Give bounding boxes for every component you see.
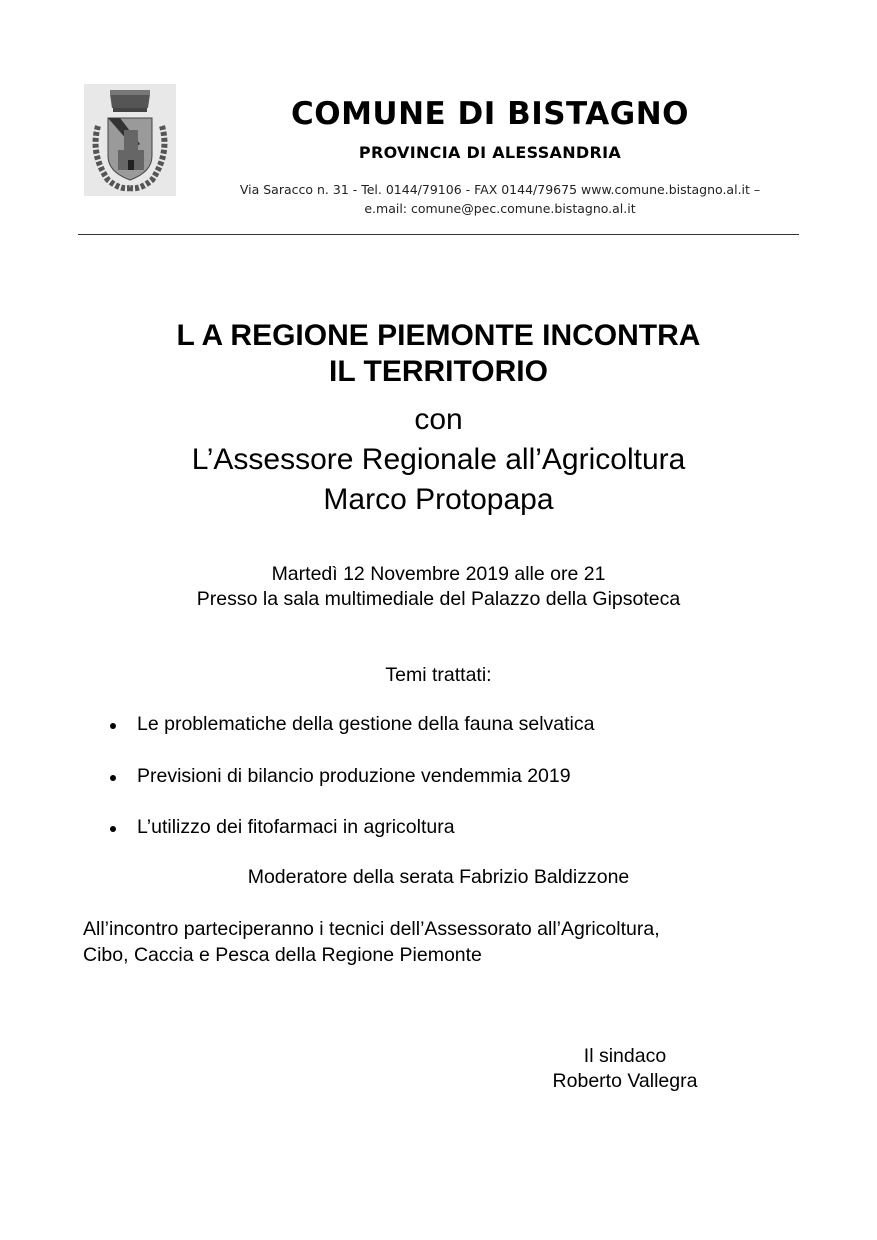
participants-line-2: Cibo, Caccia e Pesca della Regione Piemonte bbox=[83, 944, 482, 966]
header-divider bbox=[78, 234, 799, 235]
signature-role: Il sindaco bbox=[583, 1045, 667, 1067]
coat-of-arms-icon bbox=[84, 84, 176, 196]
participants-line-1: All’incontro parteciperanno i tecnici dell’Assessorato all’Agricoltura, bbox=[83, 918, 660, 940]
signature-block bbox=[540, 1044, 710, 1094]
moderator-line: Moderatore della serata Fabrizio Baldizzone bbox=[247, 866, 630, 888]
event-date-time: Martedì 12 Novembre 2019 alle ore 21 bbox=[271, 563, 606, 585]
subtitle-name: Marco Protopapa bbox=[323, 483, 554, 516]
contact-email-line: e.mail: comune@pec.comune.bistagno.al.it bbox=[364, 201, 636, 216]
bullet-icon bbox=[110, 723, 116, 729]
title-line-2: IL TERRITORIO bbox=[329, 355, 548, 388]
contact-info bbox=[190, 180, 810, 218]
signature-name: Roberto Vallegra bbox=[552, 1070, 698, 1092]
subtitle-con: con bbox=[414, 403, 463, 436]
topics-label: Temi trattati: bbox=[385, 664, 492, 686]
topic-text: Previsioni di bilancio produzione vendemmia 2019 bbox=[137, 765, 571, 787]
topic-text: L’utilizzo dei fitofarmaci in agricoltura bbox=[137, 816, 455, 838]
topic-item bbox=[110, 713, 594, 736]
bullet-icon bbox=[110, 775, 116, 781]
contact-address-line: Via Saracco n. 31 - Tel. 0144/79106 - FAX 0144/79675 www.comune.bistagno.al.it – bbox=[239, 182, 761, 197]
event-title bbox=[60, 318, 817, 390]
title-line-1: L A REGIONE PIEMONTE INCONTRA bbox=[176, 319, 701, 352]
topic-item bbox=[110, 816, 455, 839]
topic-item bbox=[110, 765, 571, 788]
organization-name: COMUNE DI BISTAGNO bbox=[290, 96, 690, 132]
event-subtitle bbox=[60, 400, 817, 520]
event-details bbox=[60, 562, 817, 612]
province-name: PROVINCIA DI ALESSANDRIA bbox=[358, 143, 622, 162]
participants-paragraph bbox=[83, 916, 803, 968]
bullet-icon bbox=[110, 826, 116, 832]
topic-text: Le problematiche della gestione della fauna selvatica bbox=[137, 713, 595, 735]
event-venue: Presso la sala multimediale del Palazzo della Gipsoteca bbox=[196, 588, 681, 610]
subtitle-assessor: L’Assessore Regionale all’Agricoltura bbox=[191, 443, 686, 476]
